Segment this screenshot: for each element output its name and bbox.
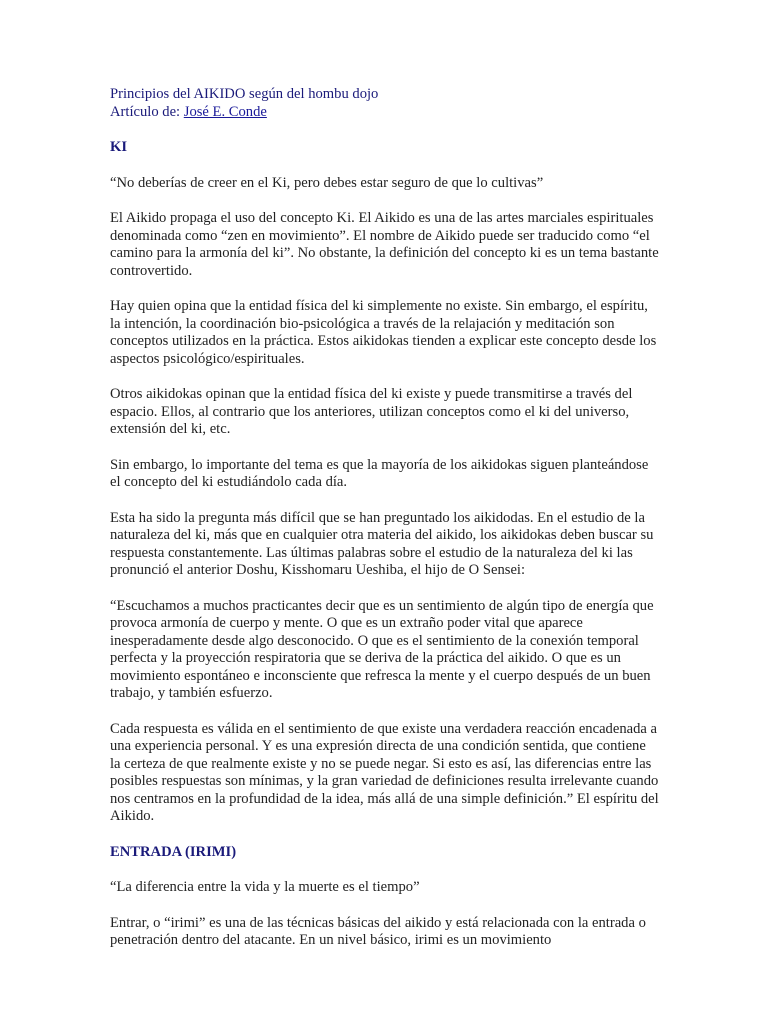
section-heading-irimi: ENTRADA (IRIMI)	[110, 843, 237, 860]
ki-epigraph-quote: “No deberías de creer en el Ki, pero debes estar seguro de que lo cultivas”	[110, 174, 544, 191]
ki-paragraph-5: Esta ha sido la pregunta más difícil que se han preguntado los aikidodas. En el estudio de la naturaleza del ki, más que en cualquier otra materia del aikido, los aikidokas deben buscar su respuesta constantemente. Las últimas palabras sobre el estudio de la naturaleza del ki las pronunció el anterior Doshu, Kisshomaru Ueshiba, el hijo de O Sensei:	[110, 509, 654, 578]
author-prefix: Artículo de:	[110, 103, 184, 120]
irimi-epigraph-quote: “La diferencia entre la vida y la muerte es el tiempo”	[110, 879, 420, 895]
ki-paragraph-4: Sin embargo, lo importante del tema es que la mayoría de los aikidokas siguen planteándose el concepto del ki estudiándolo cada día.	[110, 456, 649, 490]
document-page	[110, 86, 660, 950]
irimi-paragraph-1: Entrar, o “irimi” es una de las técnicas básicas del aikido y está relacionada con la entrada o penetración dentro del atacante. En un nivel básico, irimi es un movimiento	[110, 914, 646, 948]
ki-paragraph-7: Cada respuesta es válida en el sentimiento de que existe una verdadera reacción encadenada a una experiencia personal. Y es una expresión directa de una condición sentida, que contiene la certeza de que realmente existe y no se puede negar. Si esto es así, las diferencias entre las posibles respuestas son mínimas, y la gran variedad de definiciones resulta irrelevante cuando nos centramos en la profundidad de la idea, más allá de una simple definición.” El espíritu del Aikido.	[110, 720, 659, 824]
author-link[interactable]: José E. Conde	[183, 103, 267, 120]
ki-paragraph-1: El Aikido propaga el uso del concepto Ki. El Aikido es una de las artes marciales espirituales denominada como “zen en movimiento”. El nombre de Aikido puede ser traducido como “el camino para la armonía del ki”. No obstante, la definición del concepto ki es un tema bastante controvertido.	[110, 210, 659, 279]
author-line	[110, 104, 660, 122]
document-title: Principios del AIKIDO según del hombu dojo	[110, 86, 379, 102]
ki-paragraph-2: Hay quien opina que la entidad física del ki simplemente no existe. Sin embargo, el espíritu, la intención, la coordinación bio-psicológica a través de la relajación y meditación son conceptos utilizados en la práctica. Estos aikidokas tienden a explicar este concepto desde los aspectos psicológico/espirituales.	[110, 298, 657, 367]
section-heading-ki: KI	[110, 139, 128, 155]
ki-paragraph-6: “Escuchamos a muchos practicantes decir que es un sentimiento de algún tipo de energía que provoca armonía de cuerpo y mente. O que es un extraño poder vital que aparece inesperadamente desde algo desconocido. O que es el sentimiento de la conexión temporal perfecta y la proyección respiratoria que se deriva de la práctica del aikido. O que es un movimiento espontáneo e inconsciente que refresca la mente y el cuerpo después de un buen trabajo, y también esfuerzo.	[110, 597, 654, 701]
ki-paragraph-3: Otros aikidokas opinan que la entidad física del ki existe y puede transmitirse a través del espacio. Ellos, al contrario que los anteriores, utilizan conceptos como el ki del universo, extensión del ki, etc.	[110, 386, 633, 437]
